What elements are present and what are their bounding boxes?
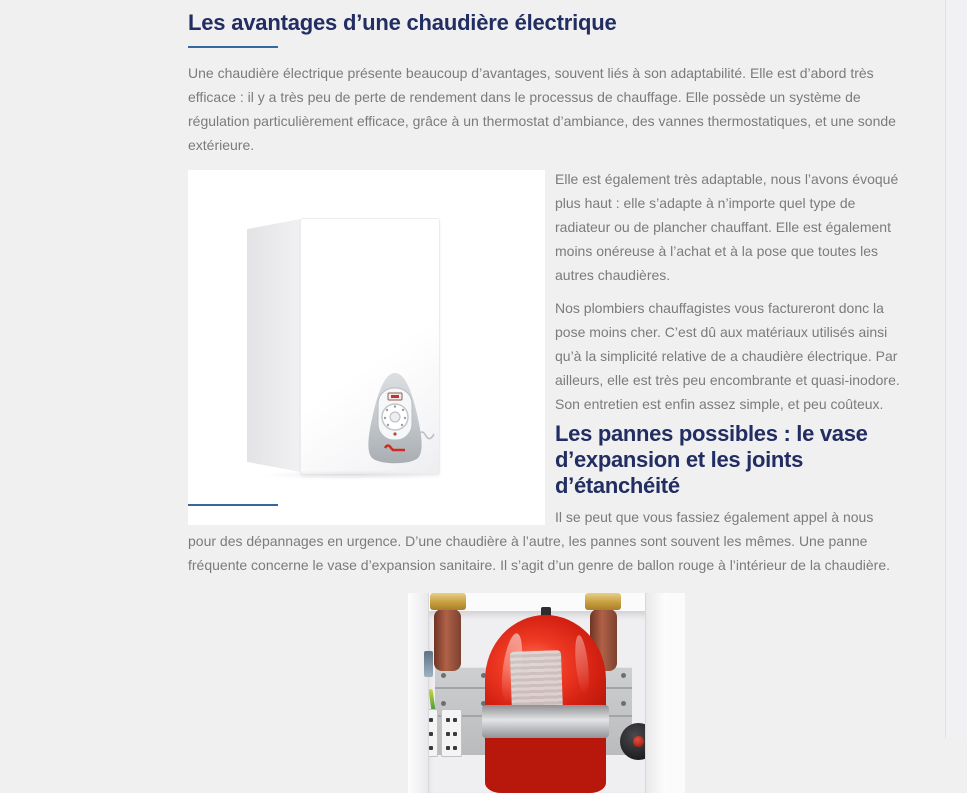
red-expansion-vessel-photo xyxy=(408,593,685,793)
boiler-control-panel xyxy=(363,372,427,467)
cabinet-hinge xyxy=(424,651,433,677)
left-brass-fitting xyxy=(430,593,466,610)
intro-paragraph: Une chaudière électrique présente beaucoup d’avantages, souvent liés à son adaptabilité. Elle est d’abord très efficace : il y a très peu de perte de rendement dans le processus de chauffage. Elle possède un système de régulation particulièrement efficace, grâce à un thermostat d’ambiance, des vannes thermostatiques, et une sonde extérieure. xyxy=(188,65,896,153)
boiler-watermark-logo xyxy=(416,428,436,440)
left-copper-pipe xyxy=(434,609,461,671)
title-underline xyxy=(188,46,278,48)
section-underline xyxy=(188,504,278,506)
right-brass-fitting xyxy=(585,593,621,610)
cost-paragraph: Nos plombiers chauffagistes vous factureront donc la pose moins cher. C’est dû aux matériaux utilisés ainsi qu’à la simplicité relative de a chaudière électrique. Par ailleurs, elle est très peu encombrante et quasi-inodore. Son entretien est enfin assez simple, et peu coûteux. xyxy=(555,300,900,412)
section-heading-pannes: Les pannes possibles : le vase d’expansion et les joints d’étanchéité xyxy=(555,421,868,498)
article-body xyxy=(188,167,905,577)
boiler-shadow xyxy=(258,470,438,480)
article-content xyxy=(188,0,905,793)
right-gutter xyxy=(946,0,967,738)
vessel-clamp-band xyxy=(482,705,609,738)
cabinet-right-wall xyxy=(645,593,666,793)
electric-boiler-photo xyxy=(188,170,545,525)
boiler-side-panel xyxy=(247,219,301,472)
adaptability-paragraph: Elle est également très adaptable, nous l’avons évoqué plus haut : elle s’adapte à n’importe quel type de radiateur ou de plancher chauffant. Elle est également moins onéreuse à l’achat et à la pose que toutes les autres chaudières. xyxy=(555,171,899,283)
page-title: Les avantages d’une chaudière électrique xyxy=(188,10,617,35)
cabinet-left-wall xyxy=(408,593,429,793)
terminal-block xyxy=(441,709,462,757)
breakdown-paragraph: Il se peut que vous fassiez également appel à nous pour des dépannages en urgence. D’une chaudière à l’autre, les pannes sont souvent les mêmes. Une panne fréquente concerne le vase d’expansion sanitaire. Il s’agit d’un genre de ballon rouge à l’intérieur de la chaudière. xyxy=(188,509,891,573)
